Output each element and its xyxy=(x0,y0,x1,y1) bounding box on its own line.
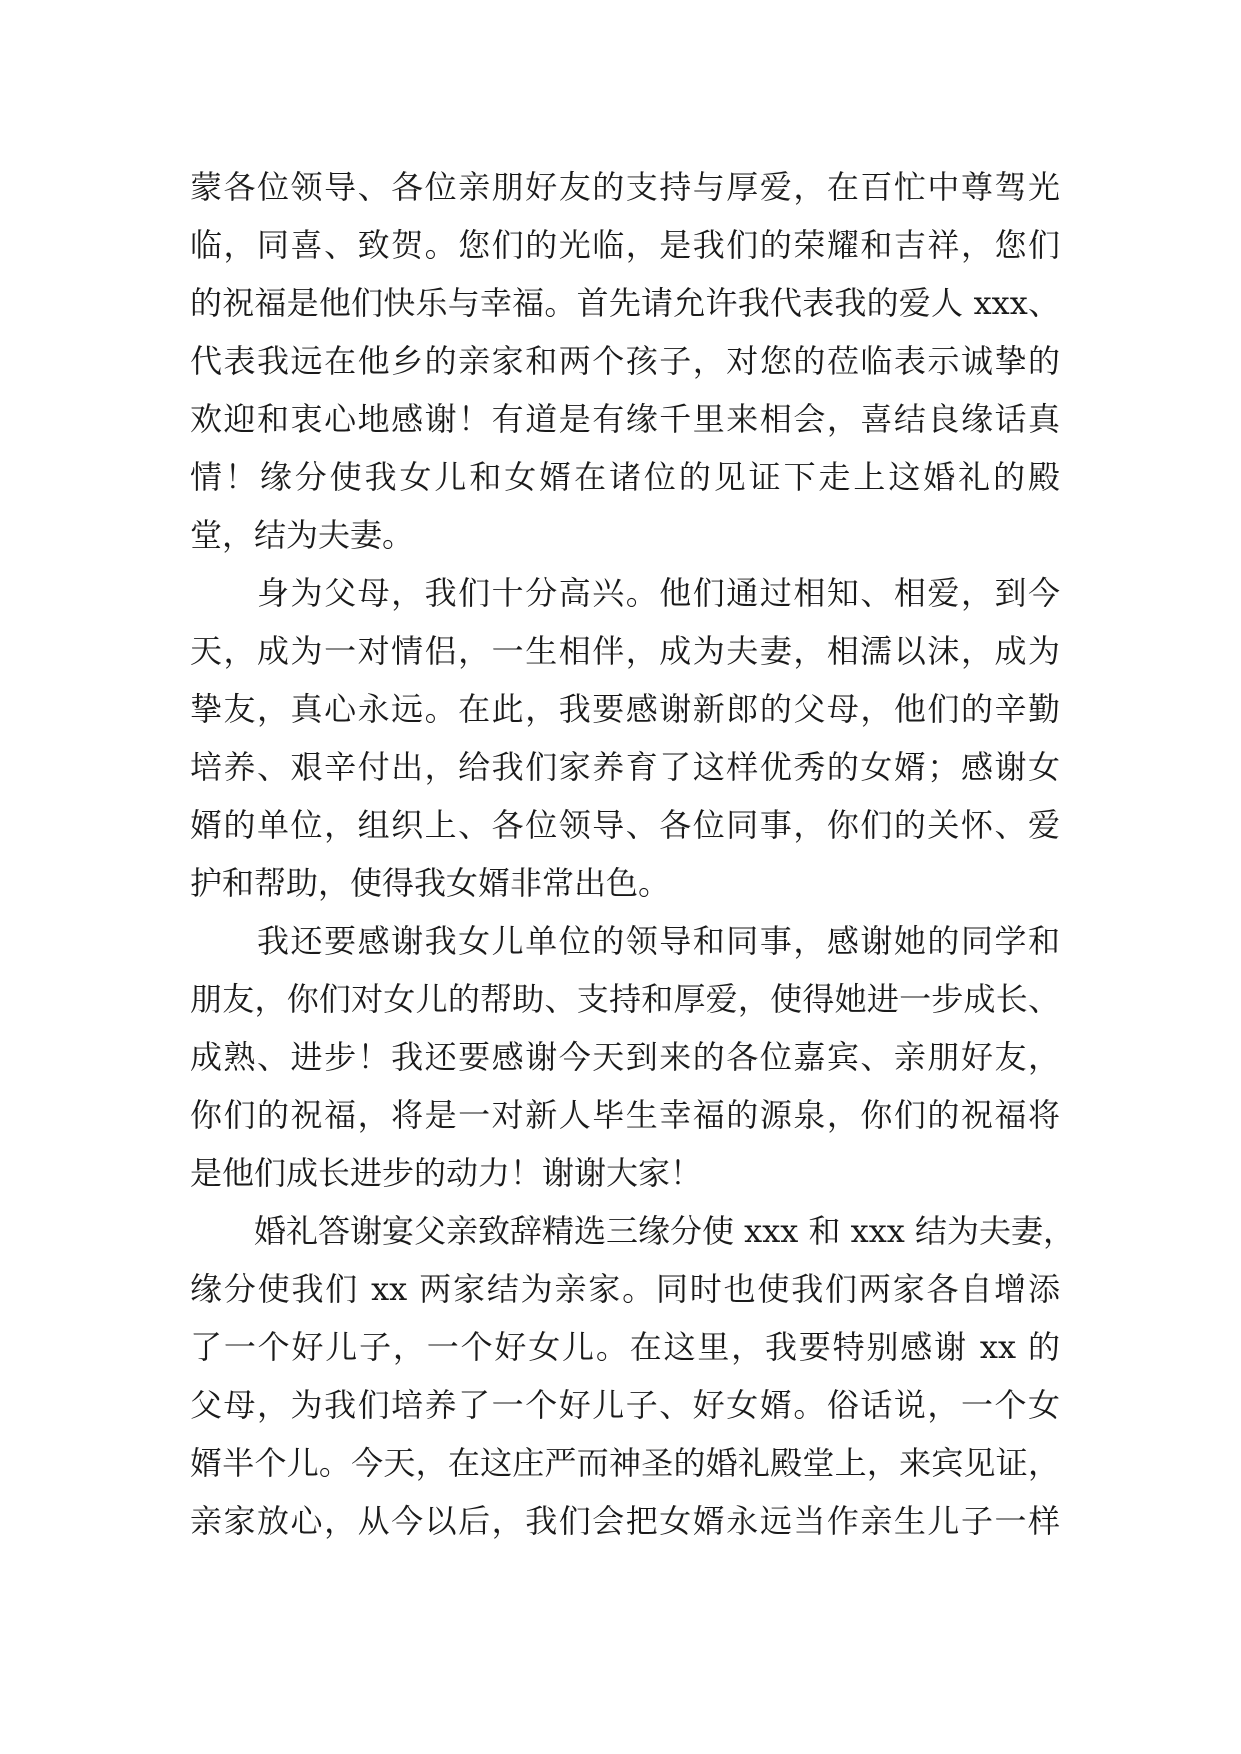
paragraph-4 xyxy=(190,1202,1075,1550)
text-line: 成熟、进步！我还要感谢今天到来的各位嘉宾、亲朋好友， xyxy=(190,1038,1060,1076)
text-line: 我还要感谢我女儿单位的领导和同事，感谢她的同学和 xyxy=(190,922,1060,960)
text-line: 婿半个儿。今天，在这庄严而神圣的婚礼殿堂上，来宾见证， xyxy=(190,1444,1060,1482)
text-line: 代表我远在他乡的亲家和两个孩子，对您的莅临表示诚挚的 xyxy=(190,342,1060,380)
text-line: 天，成为一对情侣，一生相伴，成为夫妻，相濡以沫，成为 xyxy=(190,632,1060,670)
text-line: 临，同喜、致贺。您们的光临，是我们的荣耀和吉祥，您们 xyxy=(190,226,1060,264)
document-body xyxy=(190,158,1075,1550)
text-line: 婿的单位，组织上、各位领导、各位同事，你们的关怀、爱 xyxy=(190,806,1060,844)
text-line: 身为父母，我们十分高兴。他们通过相知、相爱，到今 xyxy=(190,574,1060,612)
text-line: 挚友，真心永远。在此，我要感谢新郎的父母，他们的辛勤 xyxy=(190,690,1060,728)
paragraph-2 xyxy=(190,564,1060,912)
text-line: 了一个好儿子，一个好女儿。在这里，我要特别感谢 xx 的 xyxy=(190,1328,1060,1366)
text-line: 堂，结为夫妻。 xyxy=(190,516,415,554)
text-line: 的祝福是他们快乐与幸福。首先请允许我代表我的爱人 xxx、 xyxy=(190,284,1060,322)
paragraph-3 xyxy=(190,912,1060,1202)
text-line: 护和帮助，使得我女婿非常出色。 xyxy=(190,864,671,902)
paragraph-1 xyxy=(190,158,1060,564)
text-line: 朋友，你们对女儿的帮助、支持和厚爱，使得她进一步成长、 xyxy=(190,980,1060,1018)
text-line: 父母，为我们培养了一个好儿子、好女婿。俗话说，一个女 xyxy=(190,1386,1060,1424)
text-line: 亲家放心，从今以后，我们会把女婿永远当作亲生儿子一样 xyxy=(190,1502,1060,1540)
text-line: 是他们成长进步的动力！谢谢大家！ xyxy=(190,1154,703,1192)
text-line: 你们的祝福，将是一对新人毕生幸福的源泉，你们的祝福将 xyxy=(190,1096,1060,1134)
text-line: 缘分使我们 xx 两家结为亲家。同时也使我们两家各自增添 xyxy=(190,1270,1060,1308)
text-line: 培养、艰辛付出，给我们家养育了这样优秀的女婿；感谢女 xyxy=(190,748,1060,786)
text-line: 情！缘分使我女儿和女婿在诸位的见证下走上这婚礼的殿 xyxy=(190,458,1060,496)
text-line: 婚礼答谢宴父亲致辞精选三缘分使 xxx 和 xxx 结为夫妻， xyxy=(190,1212,1075,1250)
text-line: 欢迎和衷心地感谢！有道是有缘千里来相会，喜结良缘话真 xyxy=(190,400,1060,438)
text-line: 蒙各位领导、各位亲朋好友的支持与厚爱，在百忙中尊驾光 xyxy=(190,168,1060,206)
